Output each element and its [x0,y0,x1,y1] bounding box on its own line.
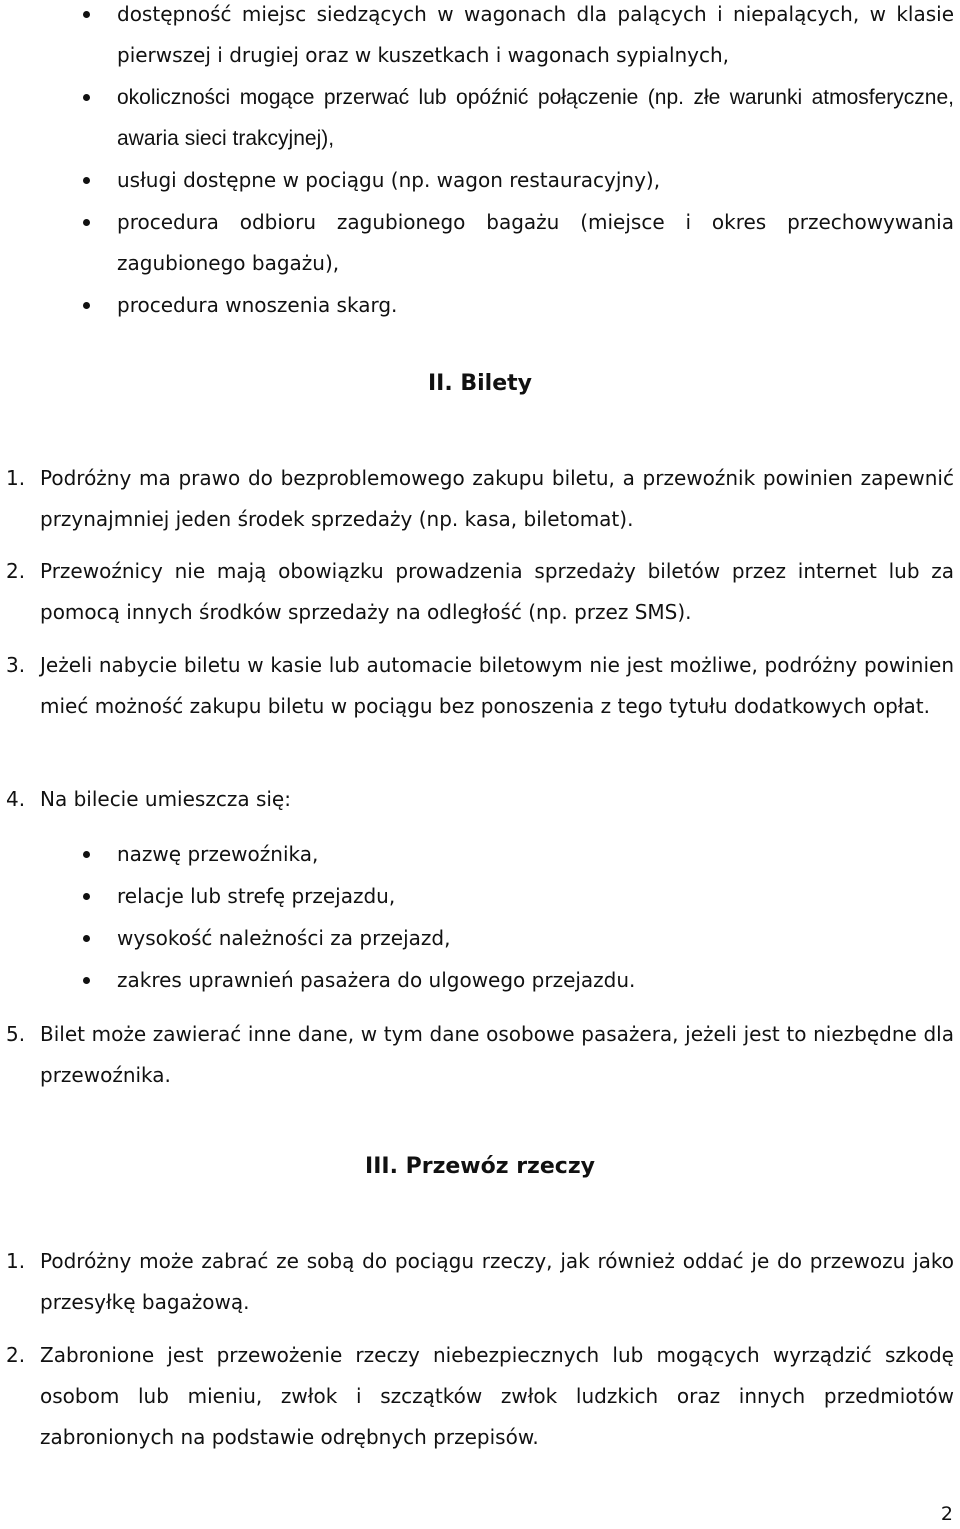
bullet-icon [83,977,90,984]
list-item [0,160,960,201]
paragraph-number: 2. [6,559,26,583]
bullet-icon [83,94,90,101]
numbered-paragraph [0,1241,954,1323]
paragraph-text: Na bilecie umieszcza się: [40,787,291,811]
numbered-paragraph [0,645,954,727]
list-item-text: relacje lub strefę przejazdu, [117,884,396,908]
list-item-text: procedura wnoszenia skarg. [117,293,398,317]
ticket-contents-bullet-list [0,834,960,1002]
list-item-text: procedura odbioru zagubionego bagażu (miejsce i okres przechowywania zagubionego bagażu), [117,210,954,275]
paragraph-number: 1. [6,1249,26,1273]
paragraph-text: Zabronione jest przewożenie rzeczy niebezpiecznych lub mogących wyrządzić szkodę osobom lub mieniu, zwłok i szczątków zwłok ludzkich oraz innych przedmiotów zabronionych na podstawie odrębnych przepisów. [40,1343,954,1449]
bullet-icon [83,935,90,942]
paragraph-number: 3. [6,653,26,677]
paragraph-number: 1. [6,466,26,490]
paragraph-number: 4. [6,787,26,811]
list-item [0,0,960,76]
bullet-icon [83,893,90,900]
section-heading-tickets: II. Bilety [427,371,533,396]
numbered-paragraph [0,779,954,820]
list-item [0,834,960,875]
bullet-icon [83,219,90,226]
numbered-paragraph [0,458,954,540]
paragraph-text: Przewoźnicy nie mają obowiązku prowadzenia sprzedaży biletów przez internet lub za pomocą innych środków sprzedaży na odległość (np. przez SMS). [40,559,954,624]
paragraph-number: 5. [6,1022,26,1046]
list-item-text: zakres uprawnień pasażera do ulgowego przejazdu. [117,968,636,992]
list-item [0,285,960,326]
list-item-text: wysokość należności za przejazd, [117,926,451,950]
list-item [0,960,960,1001]
section-heading-carriage-of-goods: III. Przewóz rzeczy [365,1154,595,1179]
paragraph-text: Podróżny ma prawo do bezproblemowego zakupu biletu, a przewoźnik powinien zapewnić przynajmniej jeden środek sprzedaży (np. kasa, biletomat). [40,466,954,531]
page-number: 2 [940,1503,953,1525]
list-item-text: okoliczności mogące przerwać lub opóźnić połączenie (np. złe warunki atmosferyczne, awaria sieci trakcyjnej), [117,86,954,150]
bullet-icon [83,302,90,309]
information-bullet-list [0,0,960,327]
list-item [0,876,960,917]
list-item [0,77,960,159]
bullet-icon [83,177,90,184]
bullet-icon [83,11,90,18]
numbered-paragraph [0,1335,954,1458]
list-item-text: usługi dostępne w pociągu (np. wagon restauracyjny), [117,168,661,192]
list-item-text: nazwę przewoźnika, [117,842,319,866]
list-item-text: dostępność miejsc siedzących w wagonach dla palących i niepalących, w klasie pierwszej i drugiej oraz w kuszetkach i wagonach sypialnych, [117,2,954,67]
paragraph-number: 2. [6,1343,26,1367]
paragraph-text: Bilet może zawierać inne dane, w tym dane osobowe pasażera, jeżeli jest to niezbędne dla przewoźnika. [40,1022,954,1087]
bullet-icon [83,851,90,858]
list-item [0,202,960,284]
numbered-paragraph [0,1014,954,1096]
numbered-paragraph [0,551,954,633]
list-item [0,918,960,959]
paragraph-text: Podróżny może zabrać ze sobą do pociągu rzeczy, jak również oddać je do przewozu jako przesyłkę bagażową. [40,1249,954,1314]
paragraph-text: Jeżeli nabycie biletu w kasie lub automacie biletowym nie jest możliwe, podróżny powinien mieć możność zakupu biletu w pociągu bez ponoszenia z tego tytułu dodatkowych opłat. [40,653,954,718]
